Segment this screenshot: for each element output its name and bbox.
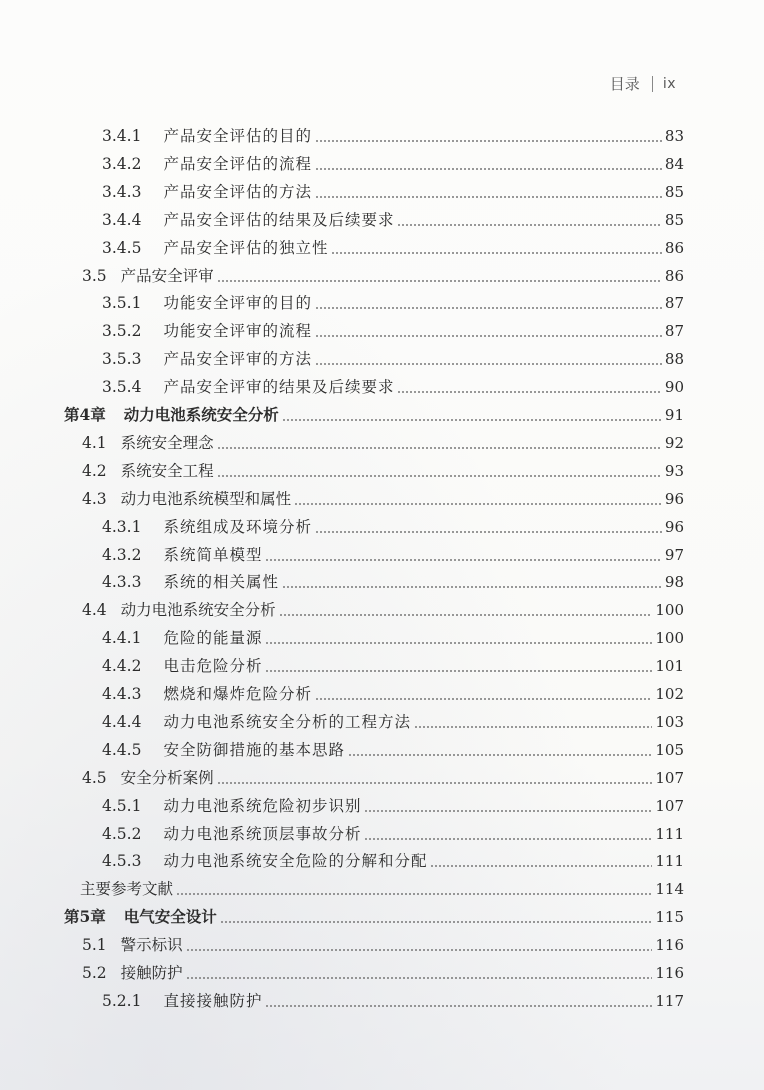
toc-entry-number: 第4章 [64,405,106,424]
header-page-number: ix [662,75,676,92]
toc-entry-title: 产品安全评估的方法 [163,182,312,201]
toc-dot-leader [265,559,661,561]
toc-entry-page: 91 [664,406,684,424]
toc-entry-title: 系统简单模型 [163,545,263,564]
toc-entry-title: 动力电池系统安全危险的分解和分配 [163,852,428,871]
toc-entry[interactable] [102,120,684,147]
toc-dot-leader [364,810,652,812]
toc-dot-leader [265,1005,652,1007]
toc-entry-number: 4.4.1 [102,629,142,648]
toc-entry-number: 4.4.4 [102,712,142,731]
toc-entry[interactable] [102,734,684,761]
toc-entry-number: 3.5.3 [102,350,142,369]
toc-entry[interactable] [102,148,684,175]
toc-entry-number: 3.5 [82,266,107,285]
toc-dot-leader [217,280,662,282]
toc-entry[interactable] [102,650,684,677]
toc-entry-number: 5.2 [82,964,107,982]
toc-entry-title: 安全分析案例 [120,768,214,787]
toc-entry-page: 111 [655,852,684,871]
toc-entry-title: 安全防御措施的基本思路 [163,740,345,759]
toc-entry-title: 功能安全评审的流程 [163,322,312,341]
toc-dot-leader [397,224,661,226]
toc-entry-page: 98 [664,573,684,592]
toc-entry-title: 动力电池系统安全分析 [120,601,276,620]
toc-entry-page: 87 [664,322,684,341]
toc-entry-title: 直接接触防护 [163,991,263,1010]
toc-dot-leader [220,921,653,923]
toc-dot-leader [315,307,662,309]
toc-entry-page: 96 [664,489,684,508]
toc-entry-number: 4.5.1 [102,796,142,815]
toc-entry-title: 产品安全评估的目的 [163,127,312,145]
toc-entry-number: 4.4.2 [102,657,142,676]
toc-entry-page: 97 [664,545,684,564]
toc-entry-page: 116 [655,964,684,982]
toc-entry-number: 3.5.2 [102,322,142,341]
toc-entry-title: 产品安全评审的方法 [163,350,312,369]
toc-entry-number: 4.5.2 [102,824,142,843]
toc-entry[interactable] [82,929,684,956]
toc-dot-leader [364,838,652,840]
toc-entry[interactable] [82,483,684,510]
toc-entry-title: 系统的相关属性 [163,573,279,592]
toc-dot-leader [430,865,652,867]
toc-dot-leader [315,698,652,700]
toc-entry-page: 107 [655,796,684,815]
toc-dot-leader [265,642,652,644]
toc-entry-title: 产品安全评估的结果及后续要求 [163,210,395,229]
toc-entry-number: 5.2.1 [102,991,142,1010]
toc-entry[interactable] [102,845,684,872]
toc-dot-leader [315,531,662,533]
toc-entry-page: 115 [655,908,684,927]
toc-entry-page: 96 [664,517,684,536]
toc-entry-number: 4.2 [82,461,107,480]
toc-entry-page: 87 [664,294,684,313]
toc-entry[interactable] [80,873,684,900]
toc-dot-leader [348,754,652,756]
toc-dot-leader [315,168,662,170]
toc-entry-number: 3.4.4 [102,210,142,229]
toc-entry-page: 116 [655,936,684,955]
toc-entry[interactable] [82,455,684,482]
toc-entry-title: 系统安全理念 [120,433,214,452]
toc-entry[interactable] [64,399,684,426]
toc-entry[interactable] [102,566,684,593]
header-section-title: 目录 [609,75,640,93]
toc-entry-number: 3.4.1 [102,127,142,145]
toc-dot-leader [217,447,662,449]
toc-entry[interactable] [102,343,684,370]
toc-dot-leader [217,782,653,784]
toc-entry[interactable] [102,706,684,733]
toc-dot-leader [315,140,662,142]
toc-entry-number: 4.4 [82,601,107,620]
toc-entry-title: 主要参考文献 [80,880,174,899]
toc-entry-number: 3.5.1 [102,294,142,313]
toc-dot-leader [282,586,662,588]
toc-dot-leader [186,977,653,979]
toc-entry[interactable] [102,287,684,314]
toc-entry-title: 接触防护 [120,964,183,982]
toc-entry-page: 114 [655,880,684,899]
toc-dot-leader [331,252,661,254]
toc-entry[interactable] [102,622,684,649]
toc-entry[interactable] [102,315,684,342]
toc-dot-leader [186,949,653,951]
toc-entry-number: 3.4.5 [102,238,142,257]
toc-dot-leader [315,196,662,198]
toc-entry-page: 107 [655,768,684,787]
toc-entry-number: 3.4.3 [102,182,142,201]
toc-entry-page: 84 [664,154,684,173]
toc-entry-page: 90 [664,378,684,397]
toc-entry-number: 4.1 [82,433,107,452]
toc-entry-number: 第5章 [64,907,106,927]
toc-entry-title: 产品安全评估的独立性 [163,238,329,257]
toc-dot-leader [265,670,652,672]
toc-entry-number: 3.4.2 [102,154,142,173]
toc-entry-page: 102 [655,685,684,703]
toc-entry[interactable] [82,957,684,984]
toc-entry-page: 105 [655,740,684,759]
running-header [610,73,676,94]
toc-entry-title: 动力电池系统安全分析 [123,405,279,424]
toc-entry-number: 5.1 [82,936,107,955]
toc-entry-page: 83 [664,127,684,145]
toc-dot-leader [279,614,653,616]
toc-entry[interactable] [102,818,684,845]
toc-entry-title: 动力电池系统顶层事故分析 [163,824,362,843]
toc-entry-title: 功能安全评审的目的 [163,294,312,313]
toc-entry-number: 4.4.3 [102,685,142,703]
toc-entry-title: 产品安全评估的流程 [163,154,312,173]
toc-entry-page: 93 [664,461,684,480]
toc-entry[interactable] [102,539,684,566]
toc-entry-page: 103 [655,712,684,731]
toc-entry[interactable] [102,204,684,231]
toc-entry-page: 117 [655,991,684,1010]
header-divider [652,76,653,92]
toc-entry-title: 产品安全评审的结果及后续要求 [163,378,395,397]
toc-entry-page: 101 [655,657,684,676]
toc-entry-page: 85 [664,182,684,201]
toc-entry-page: 86 [664,266,684,285]
toc-entry-page: 100 [655,601,684,620]
toc-entry-number: 3.5.4 [102,378,142,397]
toc-entry[interactable] [102,985,684,1012]
toc-entry-number: 4.5 [82,768,107,787]
toc-entry-title: 电击危险分析 [163,657,263,676]
toc-entry-title: 系统组成及环境分析 [163,517,312,536]
toc-entry-page: 86 [664,238,684,257]
toc-entry-title: 燃烧和爆炸危险分析 [163,685,312,703]
toc-entry-number: 4.3 [82,489,107,508]
toc-entry-page: 100 [655,629,684,648]
toc-entry-title: 系统安全工程 [120,461,214,480]
toc-entry[interactable] [82,594,684,621]
toc-dot-leader [282,419,662,421]
toc-entry-title: 警示标识 [120,936,183,955]
toc-entry-title: 电气安全设计 [123,907,217,927]
toc-entry[interactable] [102,511,684,538]
toc-entry-number: 4.5.3 [102,852,142,871]
toc-dot-leader [315,363,662,365]
toc-entry[interactable] [102,371,684,398]
toc-entry[interactable] [102,678,684,705]
toc-entry[interactable] [102,232,684,259]
toc-entry[interactable] [82,427,684,454]
toc-entry[interactable] [82,260,684,287]
toc-dot-leader [414,726,652,728]
toc-entry-title: 产品安全评审 [120,266,214,285]
toc-dot-leader [294,503,662,505]
toc-dot-leader [315,335,662,337]
toc-entry[interactable] [82,762,684,789]
toc-entry-number: 4.3.1 [102,517,142,536]
toc-entry-page: 111 [655,824,684,843]
toc-entry-title: 动力电池系统安全分析的工程方法 [163,712,411,731]
toc-entry[interactable] [102,176,684,203]
toc-entry-number: 4.3.2 [102,545,142,564]
toc-entry-page: 85 [664,210,684,229]
toc-entry[interactable] [64,901,684,928]
toc-dot-leader [397,391,661,393]
toc-entry-number: 4.4.5 [102,740,142,759]
toc-entry-title: 危险的能量源 [163,629,263,648]
toc-entry-number: 4.3.3 [102,573,142,592]
toc-entry-page: 88 [664,350,684,369]
toc-dot-leader [217,475,662,477]
toc-entry-page: 92 [664,433,684,452]
toc-entry[interactable] [102,790,684,817]
toc-dot-leader [176,893,652,895]
toc-entry-title: 动力电池系统模型和属性 [120,489,292,508]
toc-entry-title: 动力电池系统危险初步识别 [163,796,362,815]
